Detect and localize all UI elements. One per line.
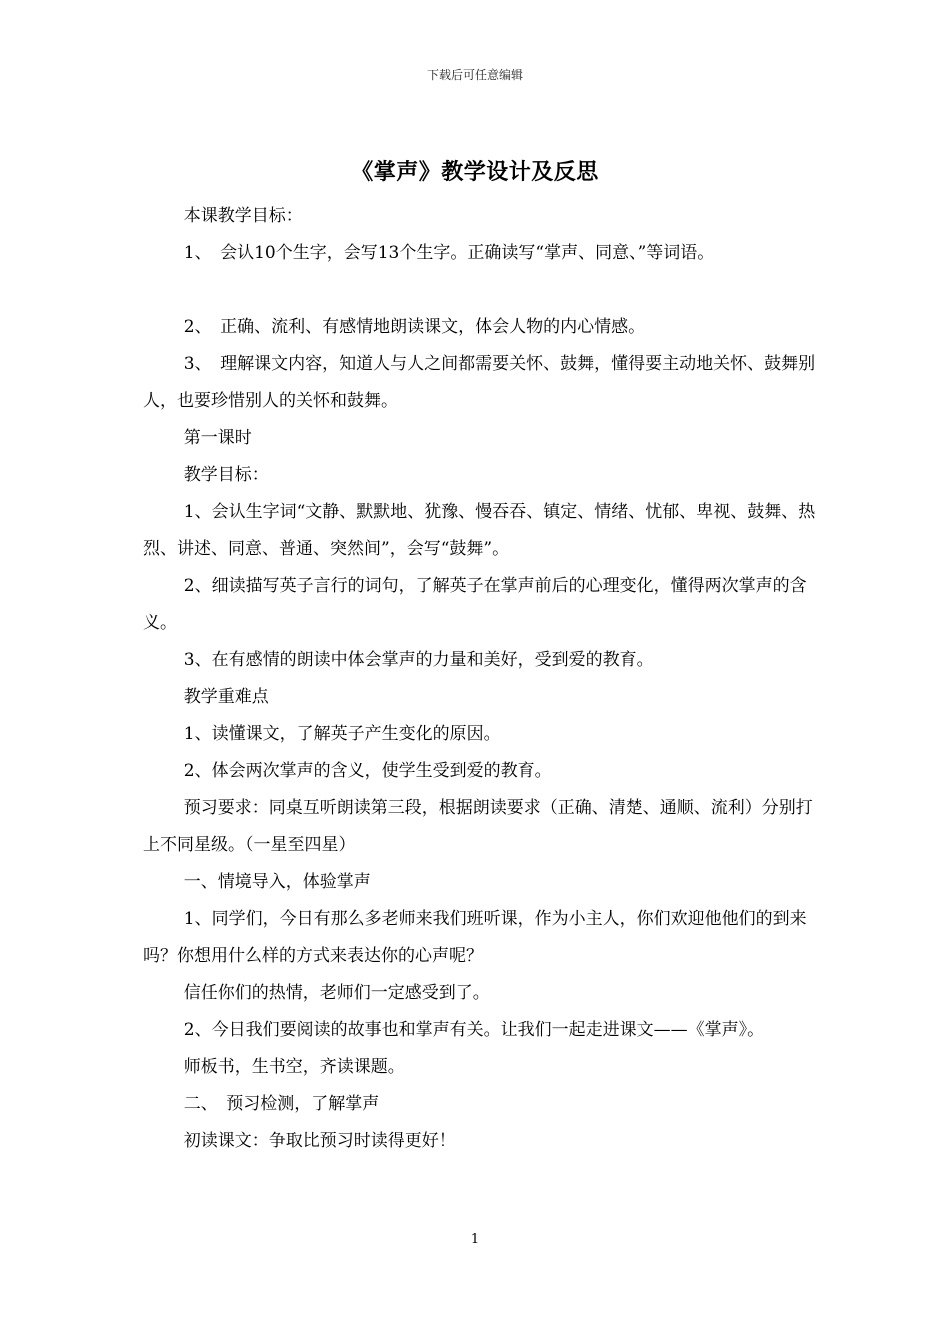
paragraph: 预习要求：同桌互听朗读第三段，根据朗读要求（正确、清楚、通顺、流利）分别打上不同星级。（一星至四星） xyxy=(143,798,813,855)
document-title: 《掌声》教学设计及反思 xyxy=(351,159,599,185)
paragraph: 2、体会两次掌声的含义，使学生受到爱的教育。 xyxy=(183,761,552,781)
paragraph: 教学重难点 xyxy=(183,687,269,707)
paragraph: 1、读懂课文，了解英子产生变化的原因。 xyxy=(183,724,501,744)
paragraph: 师板书，生书空，齐读课题。 xyxy=(183,1057,405,1077)
paragraph: 本课教学目标： xyxy=(183,206,303,226)
paragraph: 二、 预习检测，了解掌声 xyxy=(183,1094,380,1114)
page-header: 下载后可任意编辑 xyxy=(426,68,523,82)
paragraph: 1、会认生字词“文静、默默地、犹豫、慢吞吞、镇定、情绪、忧郁、卑视、鼓舞、热烈、讲述、同意、普通、突然间”，会写“鼓舞”。 xyxy=(143,502,816,559)
paragraph: 1、 会认10个生字，会写13个生字。正确读写“掌声、同意、”等词语。 xyxy=(183,243,715,263)
paragraph: 2、细读描写英子言行的词句，了解英子在掌声前后的心理变化，懂得两次掌声的含义。 xyxy=(143,576,807,633)
paragraph: 2、今日我们要阅读的故事也和掌声有关。让我们一起走进课文——《掌声》。 xyxy=(183,1020,765,1040)
paragraph: 2、 正确、流利、有感情地朗读课文，体会人物的内心情感。 xyxy=(183,317,646,337)
paragraph: 3、 理解课文内容，知道人与人之间都需要关怀、鼓舞，懂得要主动地关怀、鼓舞别人，也要珍惜别人的关怀和鼓舞。 xyxy=(143,354,816,411)
paragraph: 教学目标： xyxy=(183,465,269,485)
paragraph: 3、在有感情的朗读中体会掌声的力量和美好，受到爱的教育。 xyxy=(183,650,654,670)
paragraph: 一、情境导入，体验掌声 xyxy=(183,872,371,892)
paragraph: 初读课文：争取比预习时读得更好！ xyxy=(183,1131,456,1151)
paragraph: 信任你们的热情，老师们一定感受到了。 xyxy=(183,983,490,1003)
paragraph: 第一课时 xyxy=(183,428,252,448)
paragraph: 1、同学们，今日有那么多老师来我们班听课，作为小主人，你们欢迎他他们的到来吗？你想用什么样的方式来表达你的心声呢？ xyxy=(143,909,807,966)
document-body xyxy=(143,198,823,1160)
page-number: 1 xyxy=(470,1232,480,1247)
